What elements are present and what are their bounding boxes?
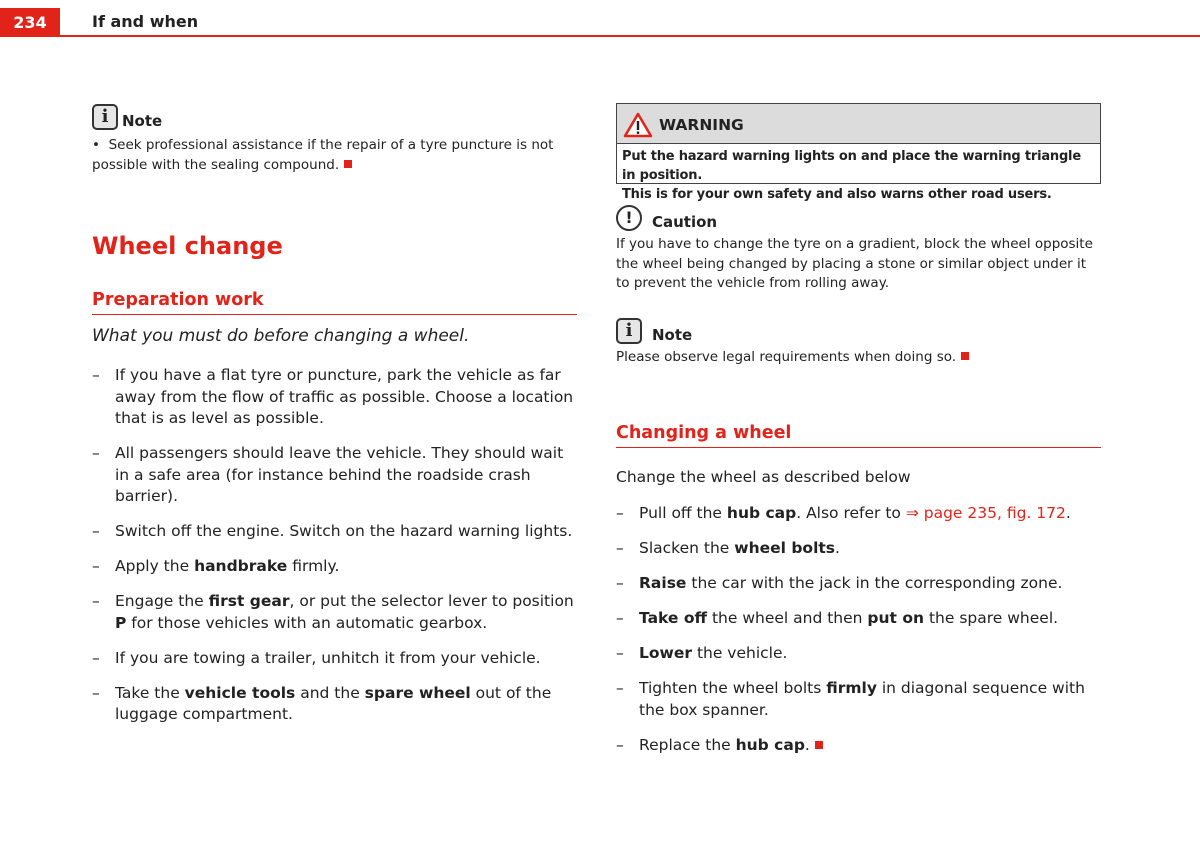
end-of-section-marker bbox=[344, 160, 352, 168]
step-bold: put on bbox=[867, 609, 925, 627]
note-text bbox=[616, 348, 1101, 368]
step-text: If you are towing a trailer, unhitch it from your vehicle. bbox=[115, 648, 541, 667]
page-number: 234 bbox=[0, 8, 60, 36]
warning-text bbox=[617, 144, 1100, 207]
dash-glyph: – bbox=[92, 592, 100, 610]
step-bold: wheel bolts bbox=[734, 539, 836, 557]
end-of-section-marker bbox=[815, 741, 823, 749]
list-item bbox=[92, 648, 577, 670]
list-item bbox=[616, 735, 1101, 757]
step-text: Switch off the engine. Switch on the hazard warning lights. bbox=[115, 522, 573, 540]
caution-box bbox=[616, 205, 1101, 294]
end-of-section-marker bbox=[961, 352, 969, 360]
step-text: for those vehicles with an automatic gearbox. bbox=[126, 613, 488, 632]
warning-header bbox=[617, 104, 1100, 144]
caution-text: If you have to change the tyre on a gradient, block the wheel opposite the wheel being changed by placing a stone or similar object under it to prevent the vehicle from rolling away. bbox=[616, 236, 1093, 291]
step-text: . bbox=[1065, 504, 1071, 522]
caution-heading: Caution bbox=[652, 213, 718, 231]
note-body: Seek professional assistance if the repair of a tyre puncture is not possible with the sealing compound. bbox=[92, 137, 554, 173]
step-bold: handbrake bbox=[194, 557, 288, 575]
list-item bbox=[616, 608, 1101, 630]
step-text: . Also refer to bbox=[796, 504, 906, 522]
note-box-right bbox=[616, 318, 1101, 368]
step-text: in diagonal sequence with the box spanner. bbox=[639, 679, 1085, 719]
warning-triangle-icon bbox=[623, 112, 653, 138]
step-text: Engage the bbox=[115, 592, 209, 610]
step-bold: Raise bbox=[639, 574, 687, 592]
dash-glyph: – bbox=[616, 609, 624, 627]
step-bold: hub cap bbox=[735, 735, 805, 754]
step-text: Pull off the bbox=[639, 504, 727, 522]
step-text: , or put the selector lever to position bbox=[289, 592, 574, 610]
step-bold: vehicle tools bbox=[184, 683, 296, 702]
preparation-steps bbox=[92, 365, 577, 739]
step-bold: first gear bbox=[208, 592, 290, 610]
step-text: Apply the bbox=[115, 557, 195, 575]
note-heading: Note bbox=[122, 112, 163, 130]
list-item bbox=[92, 683, 577, 726]
step-bold: hub cap bbox=[726, 504, 797, 522]
step-text: . bbox=[835, 539, 840, 557]
page-reference-link[interactable]: ⇒ page 235, fig. 172 bbox=[905, 504, 1066, 522]
step-bold: Take off bbox=[639, 609, 708, 627]
step-text: If you have a flat tyre or puncture, park the vehicle as far away from the flow of traffic as possible. Choose a location that is as level as possible. bbox=[115, 366, 574, 427]
note-text bbox=[92, 136, 577, 175]
section-title: Wheel change bbox=[92, 232, 283, 260]
step-text: the car with the jack in the corresponding zone. bbox=[686, 574, 1063, 592]
dash-glyph: – bbox=[92, 444, 100, 462]
step-text: . bbox=[804, 735, 810, 754]
subsection-title: Preparation work bbox=[92, 290, 577, 315]
subsection-preparation bbox=[92, 290, 577, 315]
note-box-left bbox=[92, 104, 577, 175]
step-text: Slacken the bbox=[639, 539, 735, 557]
dash-glyph: – bbox=[92, 648, 100, 667]
step-text: the vehicle. bbox=[692, 644, 788, 662]
page-header bbox=[0, 0, 1200, 37]
bullet-glyph: • bbox=[92, 137, 100, 153]
list-item bbox=[616, 538, 1101, 560]
dash-glyph: – bbox=[616, 574, 624, 592]
dash-glyph: – bbox=[92, 683, 100, 702]
list-item bbox=[616, 573, 1101, 595]
list-item bbox=[92, 521, 577, 543]
step-text: and the bbox=[295, 683, 365, 702]
step-bold: P bbox=[115, 613, 127, 632]
warning-line: Put the hazard warning lights on and place the warning triangle in position. bbox=[622, 149, 1081, 183]
dash-glyph: – bbox=[616, 735, 624, 754]
step-text: out of the luggage compartment. bbox=[115, 683, 552, 723]
intro-text: Change the wheel as described below bbox=[616, 468, 911, 486]
list-item bbox=[92, 591, 577, 634]
dash-glyph: – bbox=[616, 679, 624, 697]
list-item bbox=[616, 678, 1101, 721]
info-icon: i bbox=[616, 318, 642, 344]
step-text: firmly. bbox=[287, 557, 340, 575]
subsection-title: Changing a wheel bbox=[616, 423, 1101, 448]
subsection-changing bbox=[616, 423, 1101, 448]
dash-glyph: – bbox=[616, 504, 624, 522]
dash-glyph: – bbox=[92, 522, 100, 540]
warning-box bbox=[616, 103, 1101, 202]
note-body: Please observe legal requirements when doing so. bbox=[616, 349, 957, 365]
list-item bbox=[616, 643, 1101, 665]
info-icon: i bbox=[92, 104, 118, 130]
step-text: Tighten the wheel bolts bbox=[639, 679, 827, 697]
step-text: Take the bbox=[115, 683, 185, 702]
step-bold: firmly bbox=[826, 679, 877, 697]
header-rule bbox=[0, 35, 1200, 37]
intro-text: What you must do before changing a wheel. bbox=[92, 326, 470, 346]
step-text: Replace the bbox=[639, 735, 736, 754]
changing-steps bbox=[616, 503, 1101, 770]
warning-line: This is for your own safety and also warns other road users. bbox=[622, 187, 1052, 202]
note-heading: Note bbox=[652, 326, 693, 344]
step-text: the wheel and then bbox=[707, 609, 868, 627]
step-text: All passengers should leave the vehicle. They should wait in a safe area (for instance behind the roadside crash barrier). bbox=[115, 444, 564, 505]
caution-icon: ! bbox=[616, 205, 642, 231]
list-item bbox=[92, 556, 577, 578]
dash-glyph: – bbox=[616, 644, 624, 662]
step-bold: Lower bbox=[639, 644, 693, 662]
dash-glyph: – bbox=[616, 539, 624, 557]
dash-glyph: – bbox=[92, 557, 100, 575]
warning-title: WARNING bbox=[659, 115, 744, 134]
step-bold: spare wheel bbox=[364, 683, 471, 702]
list-item bbox=[92, 443, 577, 508]
step-text: the spare wheel. bbox=[924, 609, 1059, 627]
list-item bbox=[616, 503, 1101, 525]
list-item bbox=[92, 365, 577, 430]
dash-glyph: – bbox=[92, 366, 100, 384]
chapter-title: If and when bbox=[92, 12, 199, 31]
